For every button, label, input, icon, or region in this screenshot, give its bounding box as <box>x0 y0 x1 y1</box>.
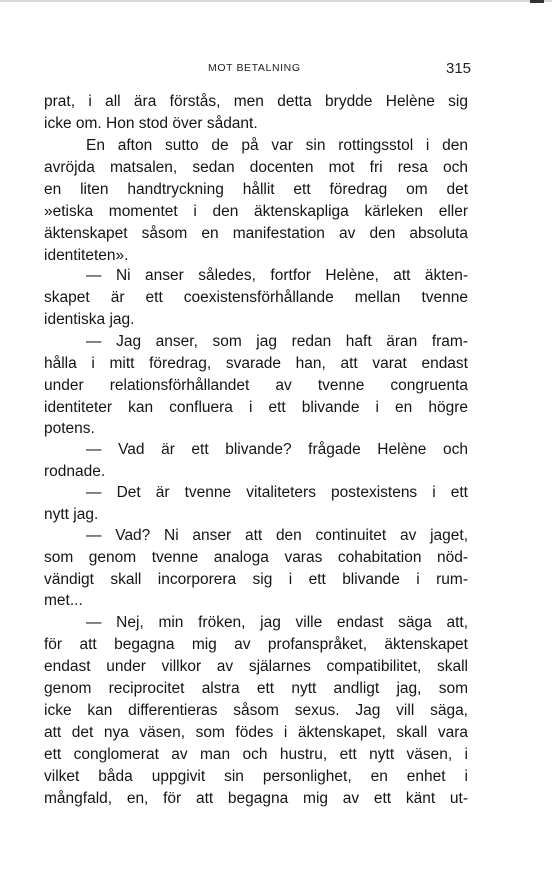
text-line: — Vad är ett blivande? frågade Helène och <box>86 441 468 458</box>
text-line: genom reciprocitet alstra ett nytt andligt jag, som <box>44 680 468 697</box>
text-line: — Ni anser således, fortfor Helène, att äkten- <box>86 267 468 284</box>
text-line: icke om. Hon stod över sådant. <box>44 115 258 132</box>
text-line: En afton sutto de på var sin rottingsstol i den <box>86 137 468 154</box>
text-line: nytt jag. <box>44 506 99 523</box>
text-line: hålla i mitt föredrag, svarade han, att varat endast <box>44 355 468 372</box>
page-number: 315 <box>446 60 472 77</box>
text-line: — Jag anser, som jag redan haft äran fram- <box>86 333 468 350</box>
text-line: avröjda matsalen, sedan docenten mot fri resa och <box>44 159 468 176</box>
text-line: icke kan differentieras såsom sexus. Jag vill säga, <box>44 702 468 719</box>
running-title: MOT BETALNING <box>208 62 301 74</box>
text-line: identiteten». <box>44 247 129 264</box>
text-line: vändigt skall incorporera sig i ett blivande i rum- <box>44 571 468 588</box>
text-line: — Vad? Ni anser att den continuitet av jaget, <box>86 527 468 544</box>
text-line: äktenskapet såsom en manifestation av den absoluta <box>44 225 468 242</box>
text-line: ett conglomerat av man och hustru, ett nytt väsen, i <box>44 746 468 763</box>
text-line: potens. <box>44 420 95 437</box>
text-line: rodnade. <box>44 463 106 480</box>
corner-mark <box>530 0 544 3</box>
text-line: — Nej, min fröken, jag ville endast säga att, <box>86 614 468 631</box>
text-line: endast under villkor av själarnes compatibilitet, skall <box>44 658 468 675</box>
text-line: som genom tvenne analoga varas cohabitation nöd- <box>44 549 468 566</box>
text-line: — Det är tvenne vitaliteters postexistens i ett <box>86 484 468 501</box>
text-line: met... <box>44 592 83 609</box>
text-line: att det nya väsen, som födes i äktenskapet, skall vara <box>44 724 468 741</box>
text-line: identiteter kan confluera i ett blivande i en högre <box>44 399 468 416</box>
text-line: skapet är ett coexistensförhållande mellan tvenne <box>44 289 468 306</box>
text-line: för att begagna mig av profanspråket, äktenskapet <box>44 636 468 653</box>
text-line: mångfald, en, för att begagna mig av ett känt ut- <box>44 790 468 807</box>
text-line: identiska jag. <box>44 311 135 328</box>
text-line: vilket båda uppgivit sin personlighet, en enhet i <box>44 768 468 785</box>
page-top-edge <box>0 0 552 2</box>
text-line: »etiska momentet i den äktenskapliga kärleken eller <box>44 203 468 220</box>
text-line: en liten handtryckning hållit ett föredrag om det <box>44 181 468 198</box>
text-line: prat, i all ära förstås, men detta brydde Helène sig <box>44 93 468 110</box>
text-line: under relationsförhållandet av tvenne congruenta <box>44 377 468 394</box>
